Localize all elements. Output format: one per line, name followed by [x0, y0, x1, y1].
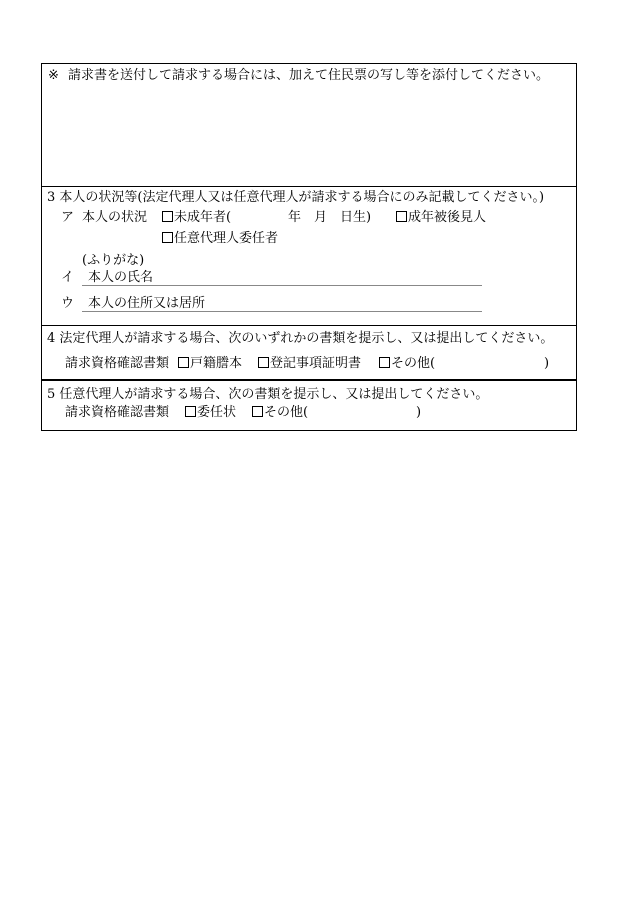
registry-certificate-label: 登記事項証明書 — [270, 356, 362, 371]
item-u-label: ウ — [61, 296, 75, 311]
section-4-other-option[interactable] — [379, 356, 435, 372]
family-register-checkbox[interactable] — [178, 357, 189, 368]
minor-checkbox[interactable] — [162, 211, 173, 222]
person-name-line[interactable] — [82, 285, 482, 286]
section-5-heading: 5 任意代理人が請求する場合、次の書類を提示し、又は提出してください。 — [47, 387, 489, 402]
minor-label: 未成年者( — [174, 210, 232, 225]
furigana-label: (ふりがな) — [82, 253, 145, 268]
adult-ward-checkbox[interactable] — [396, 211, 407, 222]
power-of-attorney-checkbox[interactable] — [185, 406, 196, 417]
item-a-label: ア — [61, 210, 75, 225]
appointer-label: 任意代理人委任者 — [174, 231, 279, 246]
birth-day-label: 日生) — [340, 210, 372, 225]
note-text: 請求書を送付して請求する場合には、加えて住民票の写し等を添付してください。 — [68, 68, 550, 83]
section-3 — [41, 186, 577, 326]
family-register-option[interactable] — [178, 356, 242, 372]
note-mark: ※ — [48, 68, 59, 83]
person-address-line[interactable] — [82, 311, 482, 312]
person-name-label: 本人の氏名 — [88, 270, 154, 285]
appointer-option[interactable] — [162, 231, 278, 247]
section-5-other-option[interactable] — [252, 405, 308, 421]
family-register-label: 戸籍謄本 — [190, 356, 243, 371]
section-4-other-checkbox[interactable] — [379, 357, 390, 368]
registry-certificate-option[interactable] — [258, 356, 361, 372]
section-4-heading: 4 法定代理人が請求する場合、次のいずれかの書類を提示し、又は提出してください。 — [47, 331, 554, 346]
birth-month-label: 月 — [314, 210, 328, 225]
adult-ward-option[interactable] — [396, 210, 486, 226]
power-of-attorney-option[interactable] — [185, 405, 236, 421]
person-status-label: 本人の状況 — [82, 210, 148, 225]
section-4-docs-title: 請求資格確認書類 — [65, 356, 170, 371]
birth-year-label: 年 — [288, 210, 302, 225]
section-5-other-checkbox[interactable] — [252, 406, 263, 417]
section-3-heading: 3 本人の状況等(法定代理人又は任意代理人が請求する場合にのみ記載してください。) — [47, 190, 545, 205]
adult-ward-label: 成年被後見人 — [408, 210, 487, 225]
section-4-other-close: ) — [544, 356, 550, 371]
person-address-label: 本人の住所又は居所 — [88, 296, 206, 311]
section-5-other-close: ) — [416, 405, 422, 420]
appointer-checkbox[interactable] — [162, 232, 173, 243]
note-box — [41, 63, 577, 187]
power-of-attorney-label: 委任状 — [197, 405, 237, 420]
minor-option[interactable] — [162, 210, 231, 226]
section-4-other-label: その他( — [391, 356, 436, 371]
section-5-docs-title: 請求資格確認書類 — [65, 405, 170, 420]
section-4 — [41, 325, 577, 381]
section-5 — [41, 379, 577, 431]
section-5-other-label: その他( — [264, 405, 309, 420]
item-i-label: イ — [61, 270, 75, 285]
registry-certificate-checkbox[interactable] — [258, 357, 269, 368]
